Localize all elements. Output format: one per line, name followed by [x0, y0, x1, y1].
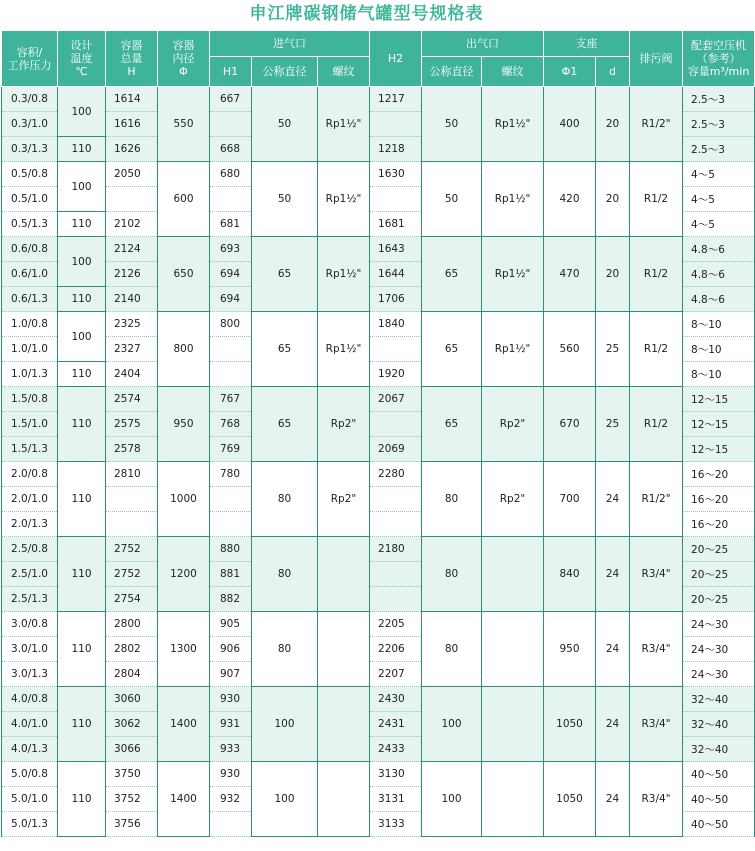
h2-cell: [370, 587, 422, 612]
h1-cell: 882: [210, 587, 252, 612]
header-h1: H1: [210, 57, 252, 87]
compressor-capacity-cell: 20～25: [683, 587, 755, 612]
support-phi1-cell: 1050: [544, 687, 596, 762]
inlet-thread-cell: [318, 612, 370, 687]
total-height-cell: [106, 187, 158, 212]
header-total-height: 容器 总量 H: [106, 31, 158, 87]
compressor-capacity-cell: 12～15: [683, 412, 755, 437]
capacity-cell: 1.5/0.8: [2, 387, 58, 412]
h1-cell: [210, 812, 252, 837]
inner-diameter-cell: 600: [158, 162, 210, 237]
capacity-cell: 0.6/1.3: [2, 287, 58, 312]
table-row: [2, 237, 755, 262]
outlet-thread-cell: [482, 687, 544, 762]
header-outlet: 出气口: [422, 31, 544, 57]
design-temp-cell: 100: [58, 87, 106, 137]
drain-valve-cell: R1/2: [630, 312, 683, 387]
capacity-cell: 0.5/1.0: [2, 187, 58, 212]
inlet-thread-cell: Rp1½": [318, 312, 370, 387]
capacity-cell: 1.5/1.0: [2, 412, 58, 437]
support-phi1-cell: 950: [544, 612, 596, 687]
total-height-cell: 2752: [106, 562, 158, 587]
h1-cell: 932: [210, 787, 252, 812]
h1-cell: 930: [210, 762, 252, 787]
inlet-nominal-dia-cell: 100: [252, 687, 318, 762]
outlet-nominal-dia-cell: 65: [422, 237, 482, 312]
support-d-cell: 25: [596, 387, 630, 462]
header-outlet-nominal-dia: 公称直径: [422, 57, 482, 87]
header-nominal-dia: 公称直径: [252, 57, 318, 87]
h2-cell: [370, 187, 422, 212]
h2-cell: 2206: [370, 637, 422, 662]
outlet-thread-cell: [482, 537, 544, 612]
outlet-thread-cell: Rp2": [482, 387, 544, 462]
h2-cell: [370, 562, 422, 587]
h1-cell: 694: [210, 287, 252, 312]
outlet-nominal-dia-cell: 100: [422, 687, 482, 762]
capacity-cell: 3.0/0.8: [2, 612, 58, 637]
compressor-capacity-cell: 16～20: [683, 487, 755, 512]
h1-cell: 768: [210, 412, 252, 437]
outlet-thread-cell: Rp1½": [482, 162, 544, 237]
total-height-cell: 2752: [106, 537, 158, 562]
compressor-capacity-cell: 2.5～3: [683, 137, 755, 162]
h2-cell: 1920: [370, 362, 422, 387]
drain-valve-cell: R1/2: [630, 162, 683, 237]
drain-valve-cell: R1/2": [630, 87, 683, 162]
capacity-cell: 2.0/1.3: [2, 512, 58, 537]
h2-cell: 2069: [370, 437, 422, 462]
capacity-cell: 2.5/1.3: [2, 587, 58, 612]
total-height-cell: 3752: [106, 787, 158, 812]
h2-cell: 2207: [370, 662, 422, 687]
support-d-cell: 24: [596, 537, 630, 612]
compressor-capacity-cell: 32～40: [683, 737, 755, 762]
design-temp-cell: 110: [58, 612, 106, 687]
support-phi1-cell: 840: [544, 537, 596, 612]
h2-cell: [370, 512, 422, 537]
design-temp-cell: 110: [58, 462, 106, 537]
header-compressor: 配套空压机 （参考） 容量m³/min: [683, 31, 755, 87]
total-height-cell: 2800: [106, 612, 158, 637]
capacity-cell: 2.0/0.8: [2, 462, 58, 487]
h2-cell: 1840: [370, 312, 422, 337]
header-drain: 排污阀: [630, 31, 683, 87]
capacity-cell: 0.3/1.3: [2, 137, 58, 162]
h1-cell: [210, 487, 252, 512]
inlet-thread-cell: [318, 537, 370, 612]
drain-valve-cell: R3/4": [630, 612, 683, 687]
support-phi1-cell: 700: [544, 462, 596, 537]
outlet-thread-cell: [482, 762, 544, 837]
capacity-cell: 0.6/1.0: [2, 262, 58, 287]
compressor-capacity-cell: 32～40: [683, 712, 755, 737]
h2-cell: 1218: [370, 137, 422, 162]
total-height-cell: 1616: [106, 112, 158, 137]
h2-cell: 1643: [370, 237, 422, 262]
table-row: [2, 612, 755, 637]
inner-diameter-cell: 1400: [158, 762, 210, 837]
header-thread: 螺纹: [318, 57, 370, 87]
support-d-cell: 24: [596, 687, 630, 762]
inlet-thread-cell: Rp2": [318, 387, 370, 462]
h1-cell: 767: [210, 387, 252, 412]
design-temp-cell: 110: [58, 212, 106, 237]
header-h2: H2: [370, 31, 422, 87]
compressor-capacity-cell: 8～10: [683, 312, 755, 337]
h1-cell: [210, 337, 252, 362]
total-height-cell: 3756: [106, 812, 158, 837]
total-height-cell: 3062: [106, 712, 158, 737]
outlet-nominal-dia-cell: 100: [422, 762, 482, 837]
design-temp-cell: 110: [58, 287, 106, 312]
header-d: d: [596, 57, 630, 87]
support-phi1-cell: 420: [544, 162, 596, 237]
h1-cell: 667: [210, 87, 252, 112]
outlet-nominal-dia-cell: 65: [422, 387, 482, 462]
inner-diameter-cell: 1400: [158, 687, 210, 762]
h2-cell: [370, 487, 422, 512]
outlet-thread-cell: [482, 612, 544, 687]
drain-valve-cell: R3/4": [630, 762, 683, 837]
total-height-cell: 2325: [106, 312, 158, 337]
h1-cell: [210, 362, 252, 387]
compressor-capacity-cell: 20～25: [683, 537, 755, 562]
compressor-capacity-cell: 24～30: [683, 612, 755, 637]
compressor-capacity-cell: 16～20: [683, 462, 755, 487]
support-phi1-cell: 470: [544, 237, 596, 312]
drain-valve-cell: R1/2: [630, 237, 683, 312]
drain-valve-cell: R3/4": [630, 537, 683, 612]
h1-cell: 668: [210, 137, 252, 162]
h2-cell: [370, 112, 422, 137]
design-temp-cell: 100: [58, 312, 106, 362]
inlet-nominal-dia-cell: 100: [252, 762, 318, 837]
inlet-nominal-dia-cell: 50: [252, 87, 318, 162]
design-temp-cell: 110: [58, 137, 106, 162]
outlet-thread-cell: Rp1½": [482, 87, 544, 162]
h2-cell: 3131: [370, 787, 422, 812]
h1-cell: 694: [210, 262, 252, 287]
h1-cell: 681: [210, 212, 252, 237]
h2-cell: 2280: [370, 462, 422, 487]
support-phi1-cell: 1050: [544, 762, 596, 837]
capacity-cell: 3.0/1.3: [2, 662, 58, 687]
design-temp-cell: 100: [58, 237, 106, 287]
h1-cell: 930: [210, 687, 252, 712]
compressor-capacity-cell: 32～40: [683, 687, 755, 712]
inlet-thread-cell: Rp1½": [318, 87, 370, 162]
capacity-cell: 4.0/0.8: [2, 687, 58, 712]
support-phi1-cell: 560: [544, 312, 596, 387]
drain-valve-cell: R1/2: [630, 387, 683, 462]
compressor-capacity-cell: 4.8～6: [683, 262, 755, 287]
support-d-cell: 20: [596, 87, 630, 162]
total-height-cell: 2126: [106, 262, 158, 287]
table-row: [2, 312, 755, 337]
table-row: [2, 762, 755, 787]
total-height-cell: 2754: [106, 587, 158, 612]
h1-cell: 780: [210, 462, 252, 487]
inlet-nominal-dia-cell: 65: [252, 237, 318, 312]
compressor-capacity-cell: 8～10: [683, 337, 755, 362]
h1-cell: 880: [210, 537, 252, 562]
outlet-thread-cell: Rp2": [482, 462, 544, 537]
capacity-cell: 5.0/1.3: [2, 812, 58, 837]
total-height-cell: [106, 512, 158, 537]
compressor-capacity-cell: 12～15: [683, 437, 755, 462]
spec-table: [1, 30, 755, 837]
capacity-cell: 4.0/1.0: [2, 712, 58, 737]
total-height-cell: 3750: [106, 762, 158, 787]
h1-cell: 933: [210, 737, 252, 762]
total-height-cell: [106, 487, 158, 512]
total-height-cell: 3060: [106, 687, 158, 712]
inner-diameter-cell: 1000: [158, 462, 210, 537]
capacity-cell: 2.0/1.0: [2, 487, 58, 512]
outlet-thread-cell: Rp1½": [482, 312, 544, 387]
capacity-cell: 1.0/1.3: [2, 362, 58, 387]
h1-cell: [210, 112, 252, 137]
total-height-cell: 2574: [106, 387, 158, 412]
header-inlet: 进气口: [210, 31, 370, 57]
table-row: [2, 87, 755, 112]
h2-cell: [370, 337, 422, 362]
total-height-cell: 2102: [106, 212, 158, 237]
design-temp-cell: 110: [58, 387, 106, 462]
compressor-capacity-cell: 2.5～3: [683, 112, 755, 137]
h1-cell: 680: [210, 162, 252, 187]
inlet-thread-cell: Rp1½": [318, 237, 370, 312]
support-d-cell: 24: [596, 612, 630, 687]
support-d-cell: 20: [596, 237, 630, 312]
design-temp-cell: 110: [58, 687, 106, 762]
table-row: [2, 537, 755, 562]
h1-cell: [210, 512, 252, 537]
compressor-capacity-cell: 2.5～3: [683, 87, 755, 112]
h2-cell: 2067: [370, 387, 422, 412]
header-support: 支座: [544, 31, 630, 57]
total-height-cell: 2140: [106, 287, 158, 312]
total-height-cell: 1626: [106, 137, 158, 162]
total-height-cell: 1614: [106, 87, 158, 112]
header-design-temp: 设计 温度 ℃: [58, 31, 106, 87]
compressor-capacity-cell: 4.8～6: [683, 287, 755, 312]
support-d-cell: 24: [596, 462, 630, 537]
inlet-thread-cell: [318, 687, 370, 762]
h2-cell: [370, 412, 422, 437]
capacity-cell: 1.5/1.3: [2, 437, 58, 462]
inner-diameter-cell: 550: [158, 87, 210, 162]
compressor-capacity-cell: 40～50: [683, 787, 755, 812]
table-row: [2, 687, 755, 712]
capacity-cell: 3.0/1.0: [2, 637, 58, 662]
compressor-capacity-cell: 4～5: [683, 187, 755, 212]
h2-cell: 2180: [370, 537, 422, 562]
capacity-cell: 4.0/1.3: [2, 737, 58, 762]
total-height-cell: 2802: [106, 637, 158, 662]
capacity-cell: 1.0/1.0: [2, 337, 58, 362]
inner-diameter-cell: 1300: [158, 612, 210, 687]
h1-cell: 693: [210, 237, 252, 262]
compressor-capacity-cell: 24～30: [683, 637, 755, 662]
drain-valve-cell: R1/2": [630, 462, 683, 537]
h2-cell: 1644: [370, 262, 422, 287]
compressor-capacity-cell: 16～20: [683, 512, 755, 537]
spec-table-body: [2, 87, 755, 837]
capacity-cell: 2.5/1.0: [2, 562, 58, 587]
inlet-nominal-dia-cell: 80: [252, 462, 318, 537]
inner-diameter-cell: 950: [158, 387, 210, 462]
inlet-nominal-dia-cell: 80: [252, 612, 318, 687]
outlet-nominal-dia-cell: 80: [422, 612, 482, 687]
compressor-capacity-cell: 20～25: [683, 562, 755, 587]
table-row: [2, 462, 755, 487]
header-phi1: Φ1: [544, 57, 596, 87]
design-temp-cell: 100: [58, 162, 106, 212]
h1-cell: 800: [210, 312, 252, 337]
capacity-cell: 5.0/0.8: [2, 762, 58, 787]
h2-cell: 2431: [370, 712, 422, 737]
compressor-capacity-cell: 40～50: [683, 812, 755, 837]
compressor-capacity-cell: 12～15: [683, 387, 755, 412]
h1-cell: 906: [210, 637, 252, 662]
inner-diameter-cell: 650: [158, 237, 210, 312]
compressor-capacity-cell: 40～50: [683, 762, 755, 787]
inner-diameter-cell: 1200: [158, 537, 210, 612]
h1-cell: 905: [210, 612, 252, 637]
drain-valve-cell: R3/4": [630, 687, 683, 762]
design-temp-cell: 110: [58, 362, 106, 387]
compressor-capacity-cell: 4.8～6: [683, 237, 755, 262]
inlet-nominal-dia-cell: 80: [252, 537, 318, 612]
h2-cell: 3133: [370, 812, 422, 837]
h1-cell: 881: [210, 562, 252, 587]
inlet-nominal-dia-cell: 50: [252, 162, 318, 237]
total-height-cell: 2578: [106, 437, 158, 462]
support-phi1-cell: 670: [544, 387, 596, 462]
inlet-nominal-dia-cell: 65: [252, 387, 318, 462]
capacity-cell: 0.3/1.0: [2, 112, 58, 137]
total-height-cell: 2804: [106, 662, 158, 687]
support-phi1-cell: 400: [544, 87, 596, 162]
support-d-cell: 20: [596, 162, 630, 237]
h1-cell: 907: [210, 662, 252, 687]
inner-diameter-cell: 800: [158, 312, 210, 387]
h1-cell: [210, 187, 252, 212]
header-outlet-thread: 螺纹: [482, 57, 544, 87]
header-inner-diameter: 容器 内径 Φ: [158, 31, 210, 87]
h2-cell: 3130: [370, 762, 422, 787]
h2-cell: 2205: [370, 612, 422, 637]
total-height-cell: 2810: [106, 462, 158, 487]
h2-cell: 1681: [370, 212, 422, 237]
design-temp-cell: 110: [58, 762, 106, 837]
total-height-cell: 2050: [106, 162, 158, 187]
inlet-thread-cell: [318, 762, 370, 837]
h2-cell: 1630: [370, 162, 422, 187]
capacity-cell: 5.0/1.0: [2, 787, 58, 812]
total-height-cell: 2327: [106, 337, 158, 362]
table-row: [2, 162, 755, 187]
capacity-cell: 2.5/0.8: [2, 537, 58, 562]
compressor-capacity-cell: 4～5: [683, 212, 755, 237]
h1-cell: 931: [210, 712, 252, 737]
compressor-capacity-cell: 8～10: [683, 362, 755, 387]
outlet-thread-cell: Rp1½": [482, 237, 544, 312]
h2-cell: 1706: [370, 287, 422, 312]
outlet-nominal-dia-cell: 80: [422, 462, 482, 537]
h2-cell: 2433: [370, 737, 422, 762]
inlet-thread-cell: Rp1½": [318, 162, 370, 237]
capacity-cell: 0.3/0.8: [2, 87, 58, 112]
header-capacity: 容积/ 工作压力: [2, 31, 58, 87]
inlet-thread-cell: Rp2": [318, 462, 370, 537]
outlet-nominal-dia-cell: 65: [422, 312, 482, 387]
design-temp-cell: 110: [58, 537, 106, 612]
inlet-nominal-dia-cell: 65: [252, 312, 318, 387]
total-height-cell: 3066: [106, 737, 158, 762]
total-height-cell: 2575: [106, 412, 158, 437]
h2-cell: 1217: [370, 87, 422, 112]
h1-cell: 769: [210, 437, 252, 462]
outlet-nominal-dia-cell: 50: [422, 87, 482, 162]
support-d-cell: 25: [596, 312, 630, 387]
total-height-cell: 2404: [106, 362, 158, 387]
capacity-cell: 0.5/1.3: [2, 212, 58, 237]
capacity-cell: 0.5/0.8: [2, 162, 58, 187]
capacity-cell: 0.6/0.8: [2, 237, 58, 262]
page-title: 申江牌碳钢储气罐型号规格表: [249, 4, 484, 24]
compressor-capacity-cell: 24～30: [683, 662, 755, 687]
capacity-cell: 1.0/0.8: [2, 312, 58, 337]
compressor-capacity-cell: 4～5: [683, 162, 755, 187]
outlet-nominal-dia-cell: 50: [422, 162, 482, 237]
table-row: [2, 387, 755, 412]
h2-cell: 2430: [370, 687, 422, 712]
support-d-cell: 24: [596, 762, 630, 837]
total-height-cell: 2124: [106, 237, 158, 262]
outlet-nominal-dia-cell: 80: [422, 537, 482, 612]
